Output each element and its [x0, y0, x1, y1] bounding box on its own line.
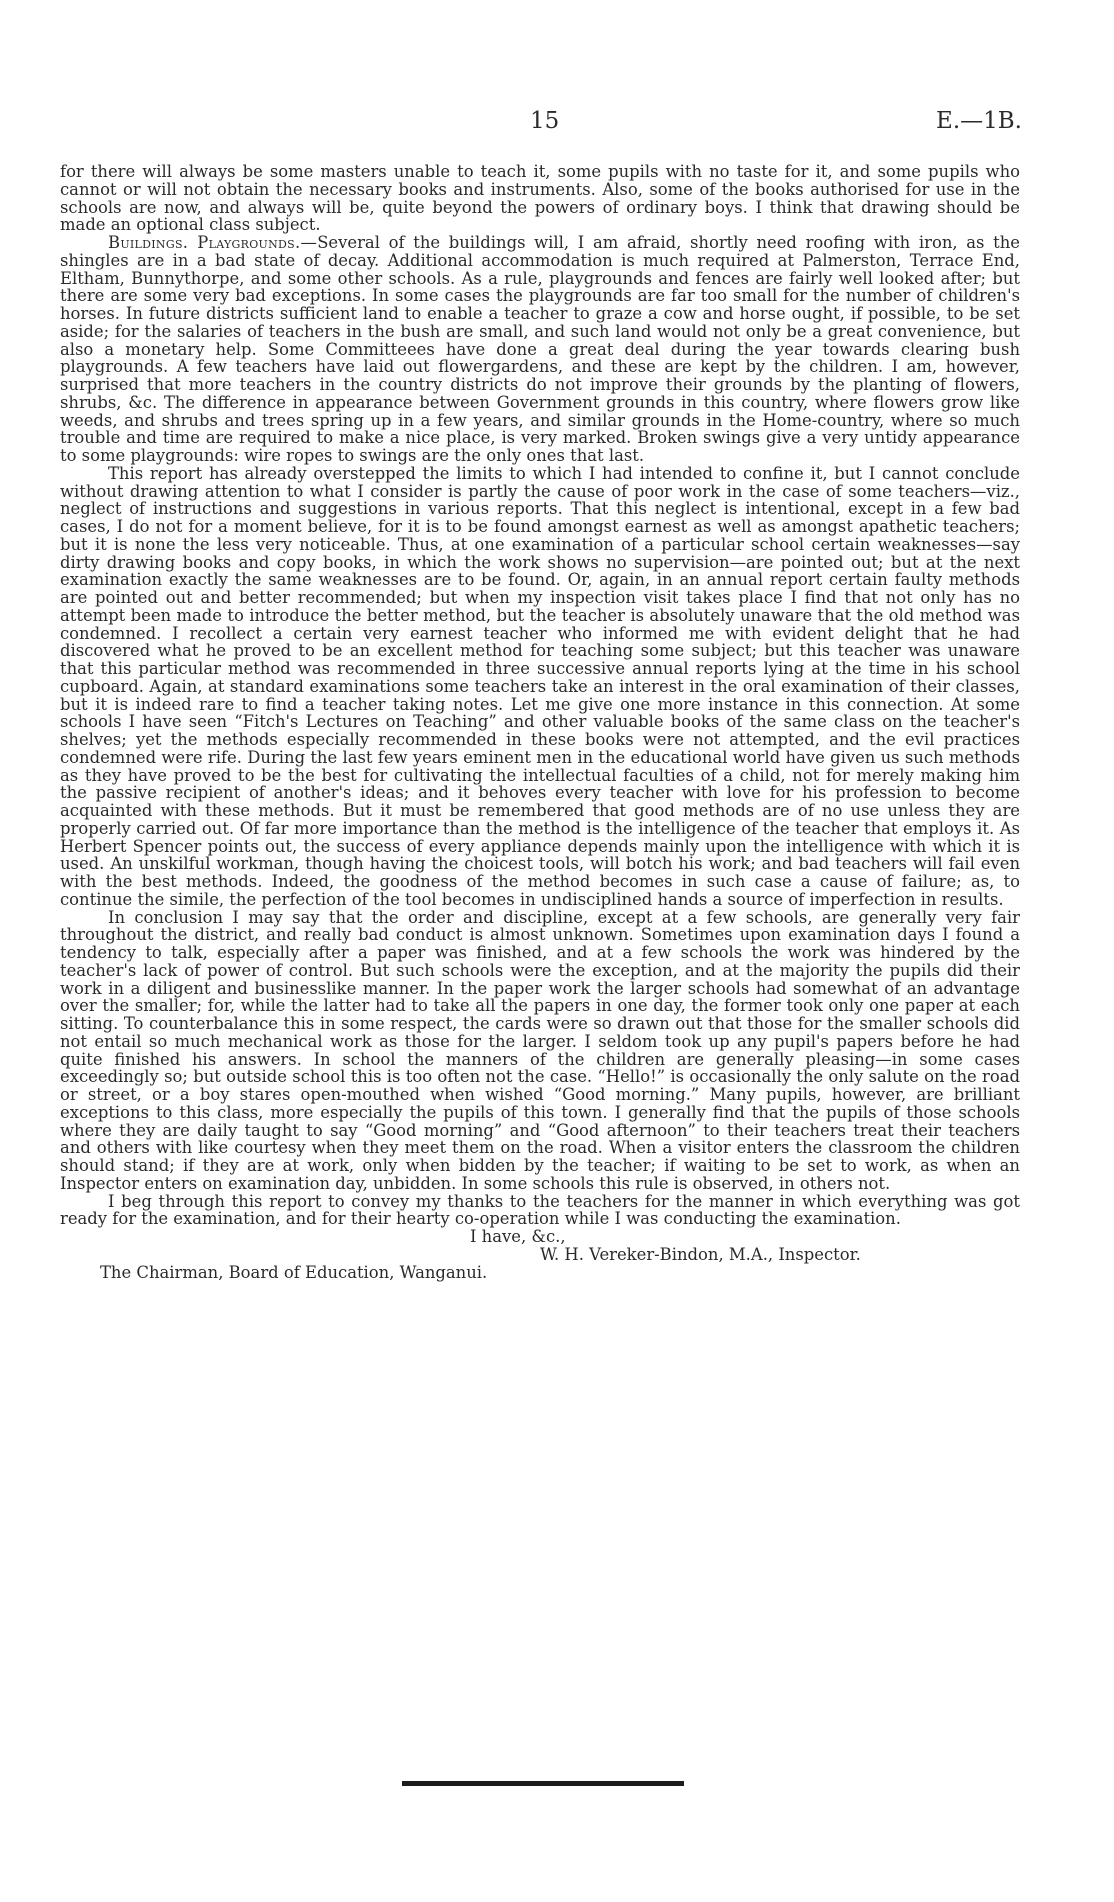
signature: W. H. Vereker-Bindon, M.A., Inspector. [540, 1244, 861, 1264]
buildings-heading: Buildings. Playgrounds.— [108, 233, 318, 252]
sign-off: I have, &c., [470, 1227, 566, 1246]
paragraph-drawing: for there will always be some masters unable to teach it, some pupils with no taste for it, and some pupils who cannot or will not obtain the necessary books and instruments. Also, some of the books authorised for use in the schools are now, and always will be, quite beyond the powers of ordinary boys. I think that drawing should be made an optional class subject. [60, 162, 1020, 235]
page-number: 15 [530, 108, 560, 134]
page-header [0, 108, 1114, 138]
addressee: The Chairman, Board of Education, Wanganui. [100, 1262, 488, 1282]
paragraph-buildings [60, 234, 1020, 465]
document-reference: E.—1B. [936, 108, 1022, 134]
report-body [60, 163, 1020, 1281]
end-rule [402, 1781, 684, 1786]
buildings-text: Several of the buildings will, I am afraid, shortly need roofing with iron, as the shingles are in a bad state of decay. Additional accommodation is much required at Palmerston, Terrace End, Eltham, Bunnythorpe, and some other schools. As a rule, playgrounds and fences are fairly well looked after; but there are some very bad exceptions. In some cases the playgrounds are far too small for the number of children's horses. In future districts sufficient land to enable a teacher to graze a cow and horse ought, if possible, to be set aside; for the salaries of teachers in the bush are small, and such land would not only be a great convenience, but also a monetary help. Some Committeees have done a great deal during the year towards clearing bush playgrounds. A few teachers have laid out flowergardens, and these are kept by the children. I am, however, surprised that more teachers in the country districts do not improve their grounds by the planting of flowers, shrubs, &c. The difference in appearance between Government grounds in this country, where flowers grow like weeds, and shrubs and trees spring up in a few years, and similar grounds in the Home-country, where so much trouble and time are required to make a nice place, is very marked. Broken swings give a very untidy appearance to some playgrounds: wire ropes to swings are the only ones that last. [60, 233, 1020, 465]
paragraph-discipline: In conclusion I may say that the order and discipline, except at a few schools, are generally very fair throughout the district, and really bad conduct is almost unknown. Sometimes upon examination days I found a tendency to talk, especially after a paper was finished, and at a few schools the work was hindered by the teacher's lack of power of control. But such schools were the exception, and at the majority the pupils did their work in a diligent and businesslike manner. In the paper work the larger schools had somewhat of an advantage over the smaller; for, while the latter had to take all the papers in one day, the former took only one paper at each sitting. To counterbalance this in some respect, the cards were so drawn out that those for the smaller schools did not entail so much mechanical work as those for the larger. I seldom took up any pupil's papers before he had quite finished his answers. In school the manners of the children are generally pleasing—in some cases exceedingly so; but outside school this is too often not the case. “Hello!” is occasionally the only salute on the road or street, or a boy stares open-mouthed when wished “Good morning.” Many pupils, however, are brilliant exceptions to this class, more especially the pupils of this town. I generally find that the pupils of those schools where they are daily taught to say “Good morning” and “Good afternoon” to their teachers treat their teachers and others with like courtesy when they meet them on the road. When a visitor enters the classroom the children should stand; if they are at work, only when bidden by the teacher; if waiting to be set to work, as when an Inspector enters on examination day, unbidden. In some schools this rule is observed, in others not. [60, 907, 1020, 1193]
paragraph-thanks: I beg through this report to convey my thanks to the teachers for the manner in which everything was got ready for the examination, and for their hearty co-operation while I was conducting the examination. [60, 1191, 1020, 1229]
closing-block [60, 1228, 1020, 1281]
paragraph-neglect: This report has already overstepped the limits to which I had intended to confine it, but I cannot conclude without drawing attention to what I consider is partly the cause of poor work in the case of some teachers—viz., neglect of instructions and suggestions in various reports. That this neglect is intentional, except in a few bad cases, I do not for a moment believe, for it is to be found amongst earnest as well as amongst apathetic teachers; but it is none the less very noticeable. Thus, at one examination of a particular school certain weaknesses—say dirty drawing books and copy books, in which the work shows no supervision—are pointed out; but at the next examination exactly the same weaknesses are to be found. Or, again, in an annual report certain faulty methods are pointed out and better recommended; but when my inspection visit takes place I find that not only has no attempt been made to introduce the better method, but the teacher is absolutely unaware that the old method was condemned. I recollect a certain very earnest teacher who informed me with evident delight that he had discovered what he proved to be an excellent method for teaching some subject; but this teacher was unaware that this particular method was recommended in three successive annual reports lying at the time in his school cupboard. Again, at standard examinations some teachers take an interest in the oral examination of their classes, but it is indeed rare to find a teacher taking notes. Let me give one more instance in this connection. At some schools I have seen “Fitch's Lectures on Teaching” and other valuable books of the same class on the teacher's shelves; yet the methods especially recommended in these books were not attempted, and the evil practices condemned were rife. During the last few years eminent men in the educational world have given us such methods as they have proved to be the best for cultivating the intellectual faculties of a child, not for merely making him the passive recipient of another's ideas; and it behoves every teacher with love for his profession to become acquainted with these methods. But it must be remembered that good methods are of no use unless they are properly carried out. Of far more importance than the method is the intelligence of the teacher that employs it. As Herbert Spencer points out, the success of every appliance depends mainly upon the intelligence with which it is used. An unskilful workman, though having the choicest tools, will botch his work; and bad teachers will fail even with the best methods. Indeed, the goodness of the method becomes in such case a cause of failure; as, to continue the simile, the perfection of the tool becomes in undisciplined hands a source of imperfection in results. [60, 463, 1020, 909]
